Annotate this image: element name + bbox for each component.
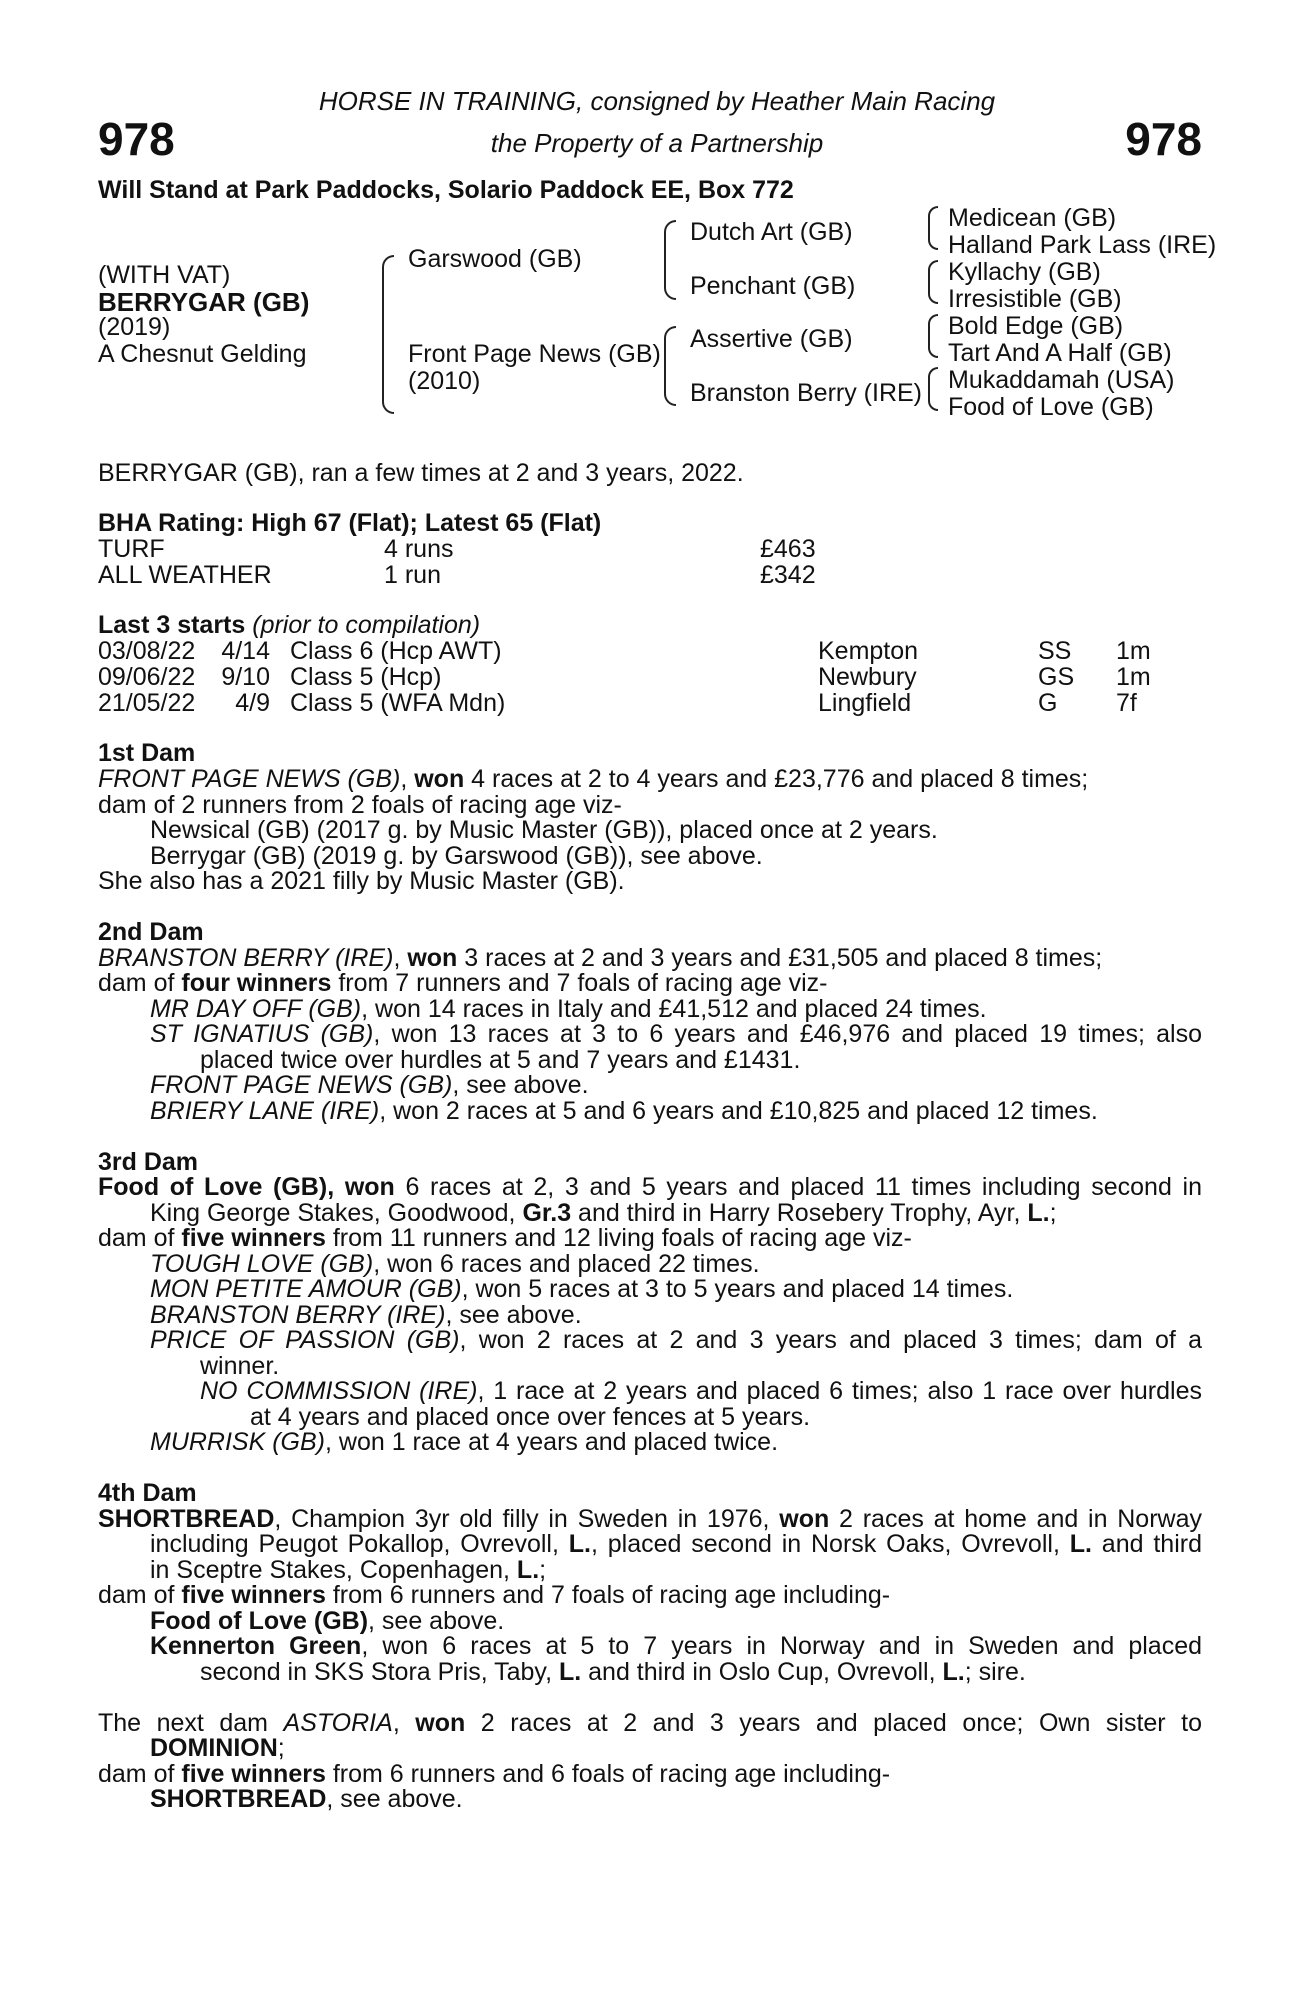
pedigree-dam-sire: Assertive (GB) xyxy=(690,325,853,353)
start-distance: 1m xyxy=(1116,663,1151,691)
pedigree-g3-name: Medicean (GB) xyxy=(948,204,1117,232)
second-dam-offspring-cont: placed twice over hurdles at 5 and 7 years and £1431. xyxy=(200,1046,801,1074)
fourth-dam-record-cont: including Peugot Pokallop, Ovrevoll, L., placed second in Norsk Oaks, Ovrevoll, L. and third xyxy=(150,1530,1202,1558)
third-dam-offspring: MON PETITE AMOUR (GB), won 5 races at 3 to 5 years and placed 14 times. xyxy=(150,1275,1014,1303)
start-date: 09/06/22 xyxy=(98,663,196,691)
first-dam-note: She also has a 2021 filly by Music Master (GB). xyxy=(98,867,625,895)
second-dam-offspring: MR DAY OFF (GB), won 14 races in Italy and £41,512 and placed 24 times. xyxy=(150,995,987,1023)
start-date: 21/05/22 xyxy=(98,689,196,717)
third-dam-offspring: PRICE OF PASSION (GB), won 2 races at 2 and 3 years and placed 3 times; dam of a xyxy=(150,1326,1202,1354)
pedigree-brace-g3-2 xyxy=(928,260,938,304)
bha-surface: TURF xyxy=(98,535,165,563)
third-dam-offspring-cont: winner. xyxy=(200,1352,280,1380)
pedigree-g3-name: Halland Park Lass (IRE) xyxy=(948,231,1217,259)
third-dam-heading: 3rd Dam xyxy=(98,1148,199,1176)
start-class: Class 6 (Hcp AWT) xyxy=(290,637,502,665)
vat-status: (WITH VAT) xyxy=(98,261,231,289)
bha-surface: ALL WEATHER xyxy=(98,561,272,589)
start-class: Class 5 (WFA Mdn) xyxy=(290,689,506,717)
next-dam-produce: dam of five winners from 6 runners and 6 foals of racing age including- xyxy=(98,1760,891,1788)
first-dam-offspring: Berrygar (GB) (2019 g. by Garswood (GB)), see above. xyxy=(150,842,763,870)
stand-location: Will Stand at Park Paddocks, Solario Paddock EE, Box 772 xyxy=(98,176,794,204)
bha-prize: £342 xyxy=(760,561,816,589)
start-position: 9/10 xyxy=(221,663,270,691)
third-dam-offspring: MURRISK (GB), won 1 race at 4 years and placed twice. xyxy=(150,1428,779,1456)
second-dam-heading: 2nd Dam xyxy=(98,918,204,946)
pedigree-g3-name: Mukaddamah (USA) xyxy=(948,366,1175,394)
pedigree-brace-g3-1 xyxy=(928,206,938,250)
second-dam-record: BRANSTON BERRY (IRE), won 3 races at 2 and 3 years and £31,505 and placed 8 times; xyxy=(98,944,1103,972)
start-date: 03/08/22 xyxy=(98,637,196,665)
lot-number-left: 978 xyxy=(98,113,175,165)
bha-runs: 4 runs xyxy=(384,535,454,563)
next-dam-sister: DOMINION; xyxy=(150,1734,285,1762)
horse-name: BERRYGAR (GB) xyxy=(98,287,310,317)
fourth-dam-offspring: Food of Love (GB), see above. xyxy=(150,1607,505,1635)
pedigree-sire-dam: Penchant (GB) xyxy=(690,272,856,300)
start-distance: 1m xyxy=(1116,637,1151,665)
pedigree-brace-main xyxy=(382,255,394,414)
pedigree-brace-sire xyxy=(664,220,676,300)
pedigree-g3-name: Kyllachy (GB) xyxy=(948,258,1101,286)
bha-runs: 1 run xyxy=(384,561,441,589)
pedigree-brace-g3-3 xyxy=(928,314,938,358)
pedigree-brace-g3-4 xyxy=(928,367,938,411)
start-course: Newbury xyxy=(818,663,917,691)
third-dam-record-cont: King George Stakes, Goodwood, Gr.3 and third in Harry Rosebery Trophy, Ayr, L.; xyxy=(150,1199,1057,1227)
next-dam-record: The next dam ASTORIA, won 2 races at 2 and 3 years and placed once; Own sister to xyxy=(98,1709,1202,1737)
third-dam-record: Food of Love (GB), won 6 races at 2, 3 and 5 years and placed 11 times including second in xyxy=(98,1173,1202,1201)
pedigree-g3-name: Bold Edge (GB) xyxy=(948,312,1124,340)
consignor-line: HORSE IN TRAINING, consigned by Heather Main Racing xyxy=(318,86,996,116)
first-dam-record: FRONT PAGE NEWS (GB), won 4 races at 2 to 4 years and £23,776 and placed 8 times; xyxy=(98,765,1089,793)
pedigree-sire: Garswood (GB) xyxy=(408,245,582,273)
pedigree-g3-name: Irresistible (GB) xyxy=(948,285,1122,313)
pedigree-g3-name: Food of Love (GB) xyxy=(948,393,1154,421)
pedigree-g3-name: Tart And A Half (GB) xyxy=(948,339,1172,367)
horse-description: A Chesnut Gelding xyxy=(98,340,307,368)
fourth-dam-offspring-cont: second in SKS Stora Pris, Taby, L. and third in Oslo Cup, Ovrevoll, L.; sire. xyxy=(200,1658,1026,1686)
fourth-dam-record-cont: in Sceptre Stakes, Copenhagen, L.; xyxy=(150,1556,547,1584)
start-going: GS xyxy=(1038,663,1075,691)
pedigree-dam-year: (2010) xyxy=(408,367,481,395)
third-dam-produce: dam of five winners from 11 runners and 12 living foals of racing age viz- xyxy=(98,1224,912,1252)
property-line: the Property of a Partnership xyxy=(490,128,824,158)
second-dam-offspring: BRIERY LANE (IRE), won 2 races at 5 and 6 years and £10,825 and placed 12 times. xyxy=(150,1097,1098,1125)
start-going: G xyxy=(1038,689,1058,717)
start-class: Class 5 (Hcp) xyxy=(290,663,442,691)
fourth-dam-offspring: Kennerton Green, won 6 races at 5 to 7 years in Norway and in Sweden and placed xyxy=(150,1632,1202,1660)
bha-prize: £463 xyxy=(760,535,816,563)
race-summary: BERRYGAR (GB), ran a few times at 2 and 3 years, 2022. xyxy=(98,459,744,487)
pedigree-dam-dam: Branston Berry (IRE) xyxy=(690,379,923,407)
start-going: SS xyxy=(1038,637,1072,665)
second-dam-offspring: FRONT PAGE NEWS (GB), see above. xyxy=(150,1071,589,1099)
next-dam-offspring: SHORTBREAD, see above. xyxy=(150,1785,463,1813)
fourth-dam-heading: 4th Dam xyxy=(98,1479,197,1507)
third-dam-grandoffspring-cont: at 4 years and placed once over fences at 5 years. xyxy=(250,1403,811,1431)
fourth-dam-record: SHORTBREAD, Champion 3yr old filly in Sweden in 1976, won 2 races at home and in Norway xyxy=(98,1505,1202,1533)
first-dam-heading: 1st Dam xyxy=(98,739,196,767)
horse-year: (2019) xyxy=(98,313,171,341)
first-dam-offspring: Newsical (GB) (2017 g. by Music Master (GB)), placed once at 2 years. xyxy=(150,816,938,844)
last-starts-heading: Last 3 starts (prior to compilation) xyxy=(98,611,481,639)
start-course: Kempton xyxy=(818,637,919,665)
second-dam-produce: dam of four winners from 7 runners and 7 foals of racing age viz- xyxy=(98,969,828,997)
second-dam-offspring: ST IGNATIUS (GB), won 13 races at 3 to 6 years and £46,976 and placed 19 times; also xyxy=(150,1020,1202,1048)
bha-rating-heading: BHA Rating: High 67 (Flat); Latest 65 (Flat) xyxy=(98,509,602,537)
third-dam-offspring: TOUGH LOVE (GB), won 6 races and placed 22 times. xyxy=(150,1250,760,1278)
first-dam-produce: dam of 2 runners from 2 foals of racing age viz- xyxy=(98,791,622,819)
pedigree-sire-sire: Dutch Art (GB) xyxy=(690,218,853,246)
pedigree-brace-dam xyxy=(664,326,676,406)
start-course: Lingfield xyxy=(818,689,912,717)
start-position: 4/14 xyxy=(221,637,270,665)
pedigree-dam: Front Page News (GB) xyxy=(408,340,661,368)
third-dam-grandoffspring: NO COMMISSION (IRE), 1 race at 2 years and placed 6 times; also 1 race over hurdles xyxy=(200,1377,1202,1405)
start-position: 4/9 xyxy=(235,689,270,717)
start-distance: 7f xyxy=(1116,689,1137,717)
fourth-dam-produce: dam of five winners from 6 runners and 7 foals of racing age including- xyxy=(98,1581,891,1609)
third-dam-offspring: BRANSTON BERRY (IRE), see above. xyxy=(150,1301,582,1329)
lot-number-right: 978 xyxy=(1125,113,1202,165)
